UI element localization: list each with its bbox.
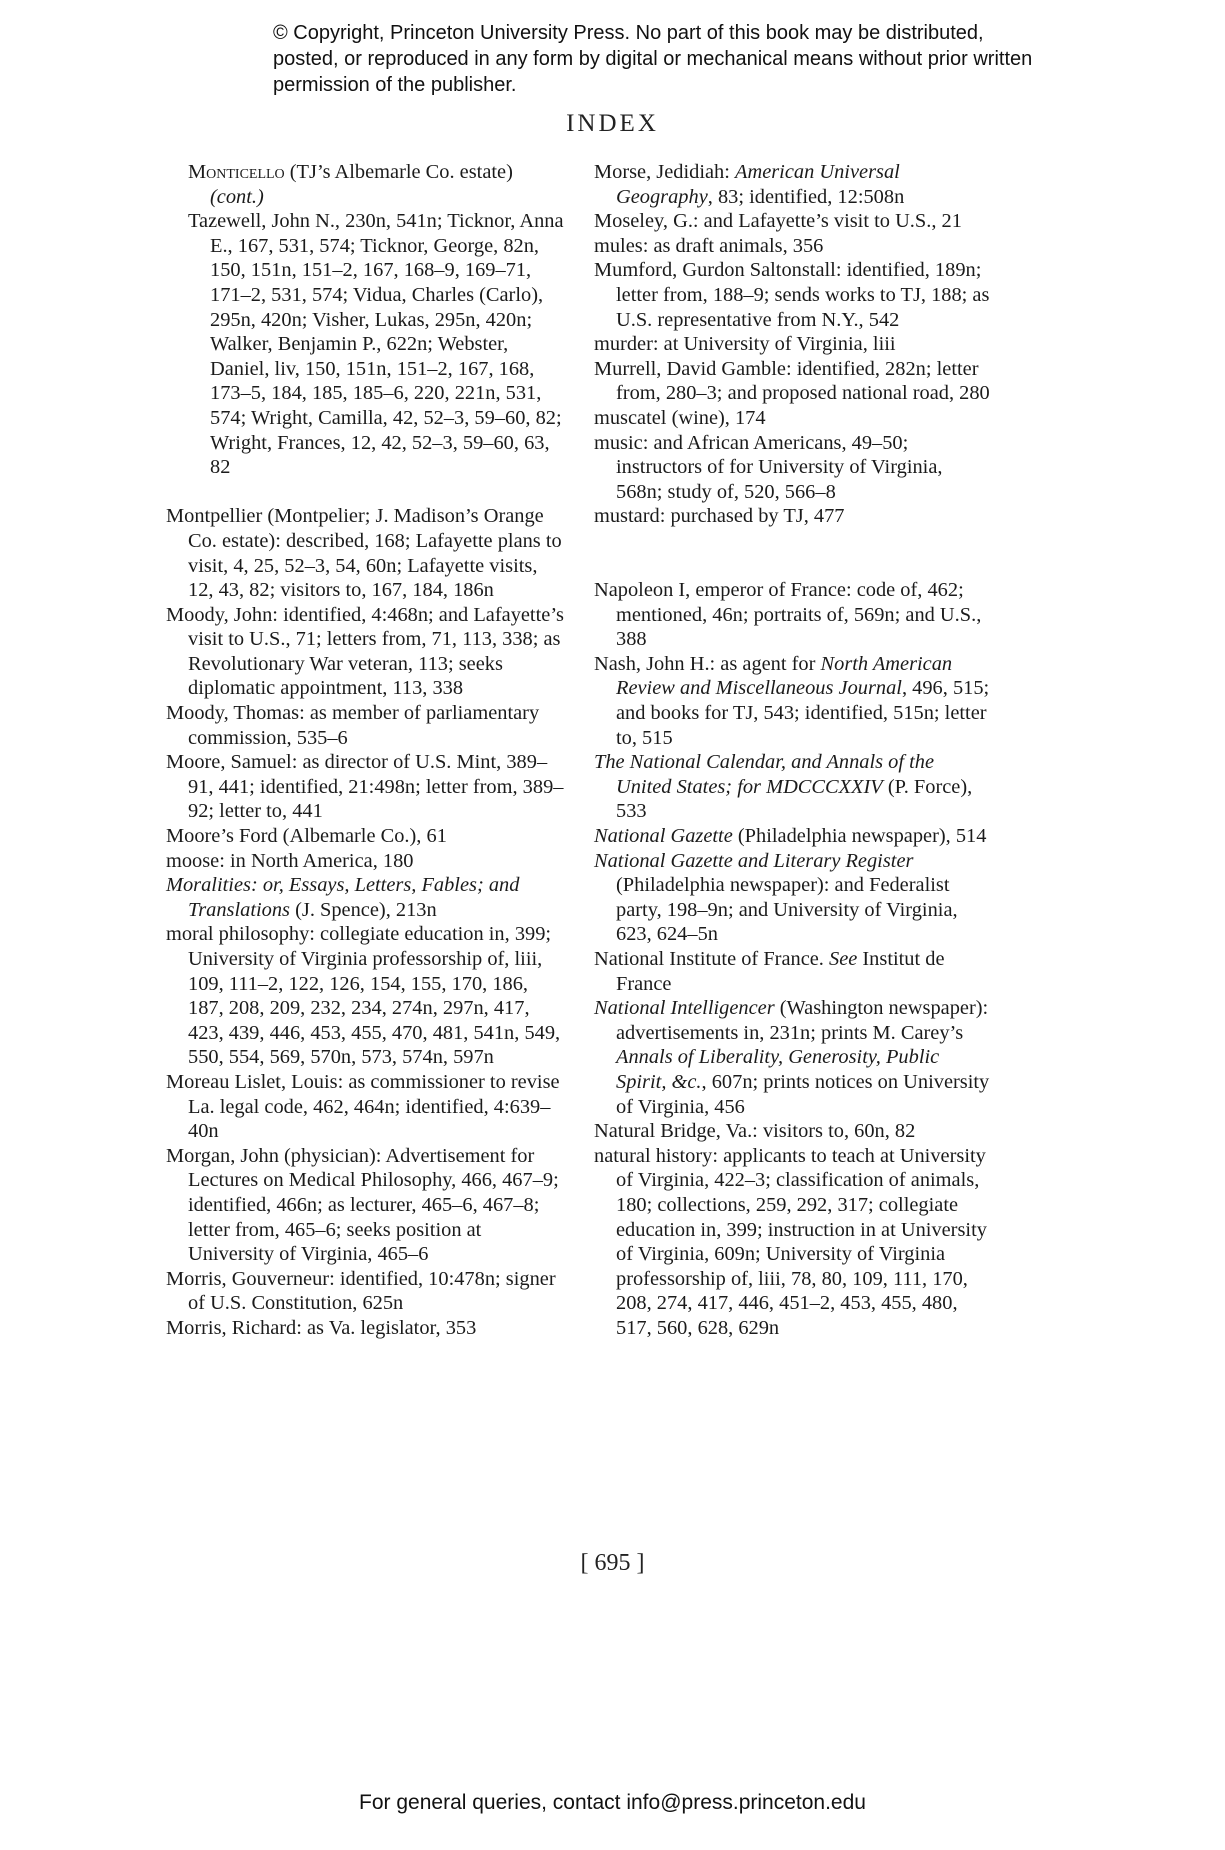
entry-italic: National Gazette and Literary Register [594,849,914,872]
index-entry: Napoleon I, emperor of France: code of, 462; mentioned, 46n; portraits of, 569n; and U.S., 388 [594,579,982,651]
index-entry [594,996,994,1119]
index-entry: Moody, Thomas: as member of parliamentary commission, 535–6 [166,702,540,749]
index-entry [594,824,994,849]
entry-text: National Institute of France. [594,948,829,970]
entry-text: Nash, John H.: as agent for [594,652,821,675]
index-column-left [166,160,566,1341]
index-entry: mustard: purchased by TJ, 477 [594,505,845,528]
index-entry: Moody, John: identified, 4:468n; and Lafayette’s visit to U.S., 71; letters from, 71, 113, 338; as Revolutionary War veteran, 113; seeks diplomatic appointment, 113, 338 [166,603,564,700]
entry-italic: The National Calendar, and Annals of the United States; for MDCCCXXIV [594,751,935,798]
index-column-right [594,160,994,1341]
entry-text: (Philadelphia newspaper): and Federalist party, 198–9n; and University of Virginia, 623, 624–5n [616,874,958,946]
entry-text: Morse, Jedidiah: [594,161,736,183]
index-entry: muscatel (wine), 174 [594,406,766,429]
index-entry: mules: as draft animals, 356 [594,234,824,257]
entry-italic: Moralities: or, Essays, Letters, Fables; and Translations [166,874,520,921]
index-entry [166,873,566,922]
footer-contact: For general queries, contact info@press.princeton.edu [359,1791,866,1814]
entry-text: (Philadelphia newspaper), 514 [732,825,987,848]
entry-text: , 83; identified, 12:508n [707,185,905,208]
index-entry [594,849,994,947]
headword: Monticello [188,161,285,183]
index-entry: Moseley, G.: and Lafayette’s visit to U.S., 21 [594,210,962,233]
index-entry: Morris, Gouverneur: identified, 10:478n; signer of U.S. Constitution, 625n [166,1267,556,1315]
index-entry: Natural Bridge, Va.: visitors to, 60n, 82 [594,1120,916,1143]
entry-italic: (cont.) [210,185,264,208]
index-entry [594,652,994,750]
index-entry: natural history: applicants to teach at University of Virginia, 422–3; classification of animals, 180; collections, 259, 292, 317; collegiate education in, 399; instruction in at University of Virginia, 609n; University of Virginia professorship of, liii, 78, 80, 109, 111, 170, 208, 274, 417, 446, 451–2, 453, 455, 480, 517, 560, 628, 629n [594,1144,987,1339]
entry-text: Institut de France [616,948,945,995]
index-entry: Montpellier (Montpelier; J. Madison’s Orange Co. estate): described, 168; Lafayette plans to visit, 4, 25, 52–3, 54, 60n; Lafayette visits, 12, 43, 82; visitors to, 167, 184, 186n [166,505,562,602]
index-entry: murder: at University of Virginia, liii [594,333,896,356]
index-entry: Morris, Richard: as Va. legislator, 353 [166,1316,477,1339]
entry-italic: Annals of Liberality, Generosity, Public Spirit, &c. [616,1046,940,1093]
index-entry: moose: in North America, 180 [166,849,414,872]
index-entry: Murrell, David Gamble: identified, 282n; letter from, 280–3; and proposed national road, 280 [594,357,990,405]
entry-italic: National Gazette [594,825,733,848]
index-entry-monticello [188,160,566,209]
entry-text: (TJ’s Albemarle Co. estate) [284,161,513,183]
index-entry: Moore, Samuel: as director of U.S. Mint, 389–91, 441; identified, 21:498n; letter from, 389–92; letter to, 441 [166,751,564,823]
index-entry: music: and African Americans, 49–50; instructors of for University of Virginia, 568n; study of, 520, 566–8 [594,431,943,503]
page-number: [ 695 ] [580,1550,645,1576]
index-entry [594,160,994,209]
entry-italic: See [829,948,858,970]
index-subentry: Tazewell, John N., 230n, 541n; Ticknor, Anna E., 167, 531, 574; Ticknor, George, 82n, 150, 151n, 151–2, 167, 168–9, 169–71, 171–2, 531, 574; Vidua, Charles (Carlo), 295n, 420n; Visher, Lukas, 295n, 420n; Walker, Benjamin P., 622n; Webster, Daniel, liv, 150, 151n, 151–2, 167, 168, 173–5, 184, 185, 185–6, 220, 221n, 531, 574; Wright, Camilla, 42, 52–3, 59–60, 82; Wright, Frances, 12, 42, 52–3, 59–60, 63, 82 [188,210,564,479]
index-entry: Moore’s Ford (Albemarle Co.), 61 [166,825,447,848]
copyright-notice: © Copyright, Princeton University Press. No part of this book may be distributed, posted, or reproduced in any form by digital or mechanical means without prior written permission of the publisher. [273,22,1033,96]
index-entry [594,947,994,996]
index-entry: moral philosophy: collegiate education in, 399; University of Virginia professorship of, liii, 109, 111–2, 122, 126, 154, 155, 170, 186, 187, 208, 209, 232, 234, 274n, 297n, 417, 423, 439, 446, 453, 455, 470, 481, 541n, 549, 550, 554, 569, 570n, 573, 574n, 597n [166,923,561,1069]
entry-italic: North American Review and Miscellaneous Journal [616,652,953,700]
index-entry: Morgan, John (physician): Advertisement for Lectures on Medical Philosophy, 466, 467–9; identified, 466n; as lecturer, 465–6, 467–8; letter from, 465–6; seeks position at University of Virginia, 465–6 [166,1144,559,1266]
running-head: INDEX [566,110,659,137]
entry-text: (J. Spence), 213n [290,898,437,921]
entry-text: (P. Force), 533 [616,775,973,823]
entry-italic: National Intelligencer [594,997,775,1020]
index-entry: Mumford, Gurdon Saltonstall: identified, 189n; letter from, 188–9; sends works to TJ, 188; as U.S. representative from N.Y., 542 [594,259,990,331]
entry-text: , 496, 515; and books for TJ, 543; identified, 515n; letter to, 515 [616,677,990,749]
entry-text: (Washington newspaper): advertisements in, 231n; prints M. Carey’s [616,997,989,1044]
index-entry: Moreau Lislet, Louis: as commissioner to revise La. legal code, 462, 464n; identified, 4:639–40n [166,1070,560,1143]
entry-italic: American Universal Geography [616,161,900,208]
index-entry [594,750,994,824]
entry-text: , 607n; prints notices on University of Virginia, 456 [616,1070,990,1118]
